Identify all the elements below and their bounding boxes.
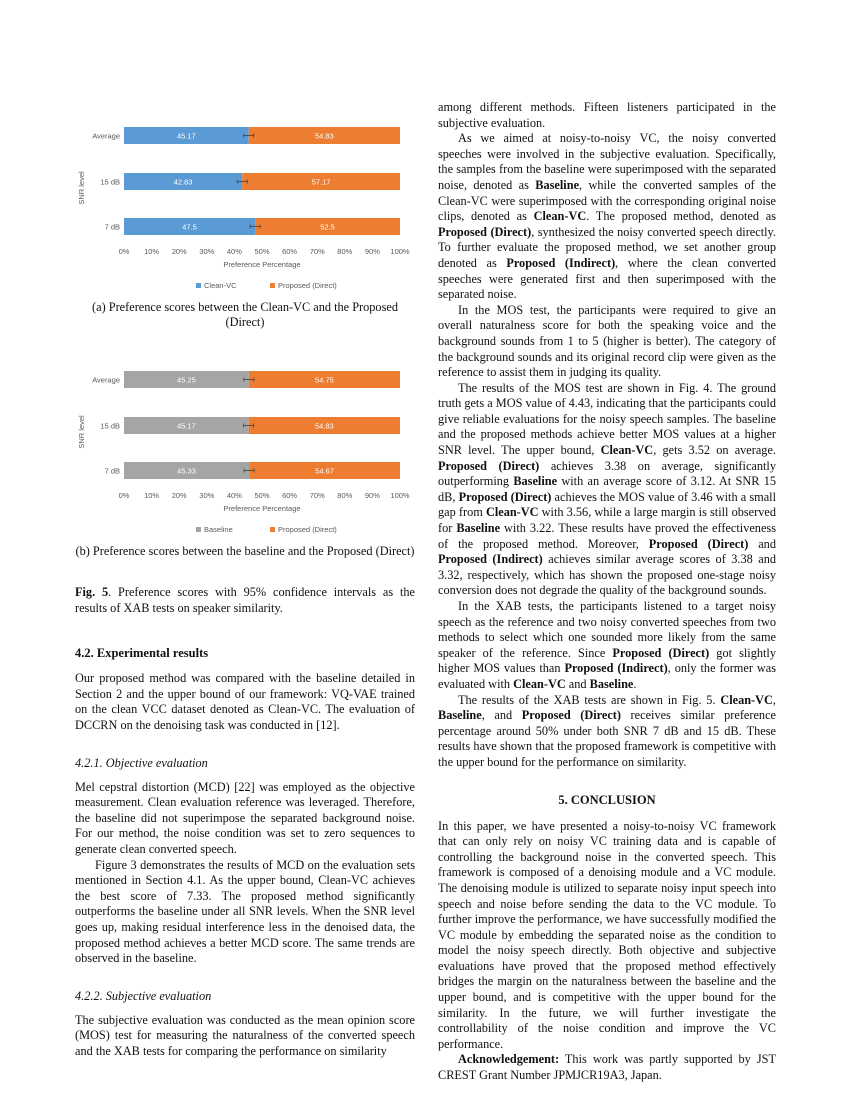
- chart-b-x-tick-label: 20%: [171, 491, 187, 500]
- chart-a-x-tick-label: 50%: [254, 247, 270, 256]
- chart-a-x-tick-label: 80%: [337, 247, 353, 256]
- chart-a-x-tick-label: 30%: [199, 247, 215, 256]
- chart-a-x-tick-label: 90%: [364, 247, 380, 256]
- chart-a-x-tick-label: 0%: [118, 247, 130, 256]
- subsection-4-2-1-heading: 4.2.1. Objective evaluation: [75, 755, 208, 770]
- acknowledgement: Acknowledgement: This work was partly supported by JST CREST Grant Number JPMJCR19A3, Japan.: [438, 1052, 776, 1083]
- chart-a: [75, 100, 415, 298]
- right-paragraph-3: In the MOS test, the participants were required to give an overall naturalness score for both the speaking voice and the background sounds from 1 to 5 (higher is better). The category of the background sounds and its original record clip were given as the reference to assist them in judging its quality.: [438, 302, 776, 380]
- chart-b-category-label: 15 dB: [100, 421, 120, 431]
- figure-5-label: Fig. 5: [75, 585, 109, 599]
- chart-a-x-tick-label: 100%: [390, 247, 410, 256]
- chart-a-category-label: 7 dB: [104, 222, 120, 232]
- figure-5b: [75, 344, 415, 559]
- chart-b-x-axis-label: Preference Percentage: [223, 504, 301, 513]
- chart-b-x-tick-label: 70%: [309, 491, 325, 500]
- chart-a-x-tick-label: 70%: [309, 247, 325, 256]
- chart-b-data-label: 45.25: [177, 375, 196, 385]
- subsection-4-2-2-heading: 4.2.2. Subjective evaluation: [75, 988, 212, 1003]
- conclusion-heading: 5. CONCLUSION: [558, 792, 656, 807]
- chart-a-legend-label: Clean-VC: [204, 281, 237, 290]
- sec42-paragraph-4: The subjective evaluation was conducted as the mean opinion score (MOS) test for measuring the naturalness of the converted speech and the XAB tests for comparing the performance on similarity: [75, 1012, 415, 1058]
- chart-a-legend-label: Proposed (Direct): [278, 281, 337, 290]
- chart-a-data-label: 57.17: [311, 177, 331, 187]
- right-column: [438, 100, 776, 1084]
- chart-a-x-tick-label: 20%: [171, 247, 187, 256]
- conclusion-paragraph: In this paper, we have presented a noisy-to-noisy VC framework that can only rely on noisy VC training data and is capable of controlling the background noise in the converted speech. This framework is composed of a denoising module and a VC module. The denoising module is utilized to separate noisy input speech into speech and noise before sending the data to the VC module. To further improve the performance, we have successfully modified the VC module by embedding the separated noise as the condition to model the noisy speech directly. Both objective and subjective evaluations have proved that the proposed method effectively bridges the margin on the naturalness between the baseline and the upper bound, and is competitive with the upper bound for the similarity. In the future, we will further investigate the controllability of the noise condition and improve the VC performance.: [438, 818, 776, 1051]
- chart-b-data-label: 54.83: [314, 421, 334, 431]
- chart-b-x-tick-label: 0%: [118, 491, 130, 500]
- chart-b-legend-swatch: [196, 527, 201, 532]
- right-paragraph-6: The results of the XAB tests are shown in Fig. 5. Clean-VC, Baseline, and Proposed (Direct) receives similar preference percentage around 50% under both SNR 7 dB and 15 dB. These results have shown that the proposed framework is competitive with the upper bound for the performance on similarity.: [438, 692, 776, 769]
- chart-b-category-label: 7 dB: [104, 466, 120, 476]
- chart-b-x-tick-label: 90%: [364, 491, 380, 500]
- chart-a-data-label: 52.5: [320, 222, 335, 232]
- chart-a-data-label: 54.83: [314, 131, 334, 141]
- chart-b-data-label: 45.33: [177, 466, 196, 476]
- chart-b-x-tick-label: 50%: [254, 491, 270, 500]
- chart-a-data-label: 45.17: [176, 131, 196, 141]
- chart-a-data-label: 47.5: [182, 222, 197, 232]
- chart-b-x-tick-label: 100%: [390, 491, 410, 500]
- chart-b-data-label: 54.75: [315, 375, 334, 385]
- chart-a-y-axis-label: SNR level: [77, 171, 86, 205]
- chart-a-x-axis-label: Preference Percentage: [223, 260, 301, 269]
- right-paragraph-1: among different methods. Fifteen listeners participated in the subjective evaluation.: [438, 100, 776, 130]
- chart-a-legend-swatch: [270, 283, 275, 288]
- chart-a-x-tick-label: 10%: [144, 247, 160, 256]
- chart-b-legend-label: Baseline: [204, 525, 233, 534]
- figure-5a-caption: (a) Preference scores between the Clean-VC and the Proposed (Direct): [92, 300, 398, 329]
- sec42-paragraph-2: Mel cepstral distortion (MCD) [22] was employed as the objective measurement. Clean evaluation reference was leveraged. Therefore, the baseline did not superimpose the separated background noise. For our method, the noise condition was set to zero sequences to generate clean converted speech.: [75, 779, 415, 856]
- chart-b-data-label: 54.67: [315, 466, 334, 476]
- chart-b-legend-swatch: [270, 527, 275, 532]
- chart-b-category-label: Average: [92, 375, 120, 385]
- right-paragraph-4: The results of the MOS test are shown in Fig. 4. The ground truth gets a MOS value of 4.43, indicating that the participants could give reliable evaluations for the noisy speech samples. The baseline and the proposed methods achieve better MOS values at a higher SNR level. The upper bound, Clean-VC, gets 3.52 on average. Proposed (Direct) achieves 3.38 on average, significantly outperforming Baseline with an average score of 3.12. At SNR 15 dB, Proposed (Direct) achieves the MOS value of 3.46 with a small gap from Clean-VC with 3.56, while a large margin is still observed for Baseline with 3.22. These results have proved the effectiveness of the proposed method. Moreover, Proposed (Direct) and Proposed (Indirect) achieves similar average scores of 3.38 and 3.32, respectively, which has shown the proposed one-stage noisy conversion does not degrade the quality of the background sounds.: [438, 380, 777, 598]
- chart-b-x-tick-label: 60%: [282, 491, 298, 500]
- sec42-paragraph-1: Our proposed method was compared with the baseline detailed in Section 2 and the upper bound of our framework: VQ-VAE trained on the clean VCC dataset denoted as Clean-VC. The evaluation of DCCRN on the denoising task was conducted in [12].: [75, 671, 415, 732]
- chart-b-data-label: 45.17: [176, 421, 196, 431]
- figure-5-caption: [75, 585, 415, 616]
- right-paragraph-5: In the XAB tests, the participants listened to a target noisy speech as the reference and two noisy converted speeches from two methods to select which one sounded more likely from the same speaker of the reference. Since Proposed (Direct) got slightly higher MOS values than Proposed (Indirect), only the former was evaluated with Clean-VC and Baseline.: [438, 599, 776, 691]
- chart-a-category-label: 15 dB: [100, 177, 120, 187]
- chart-a-data-label: 42.83: [173, 177, 193, 187]
- chart-b-y-axis-label: SNR level: [77, 415, 86, 449]
- chart-a-category-label: Average: [92, 131, 120, 141]
- chart-b: [75, 344, 415, 542]
- figure-5a: [75, 100, 415, 330]
- right-paragraph-2: As we aimed at noisy-to-noisy VC, the noisy converted speeches were involved in the subjective evaluation. Specifically, the samples from the baseline were superimposed with the separated noise, denoted as Baseline, while the converted samples of the Clean-VC were superimposed with the corresponding original noise clips, denoted as Clean-VC. The proposed method, denoted as Proposed (Direct), synthesized the noisy converted speech directly. To further evaluate the proposed method, we set another group denoted as Proposed (Indirect), where the clean converted speeches were generated first and then superimposed with the separated noise.: [438, 131, 776, 302]
- figure-5-caption-text: . Preference scores with 95% confidence intervals as the results of XAB tests on speaker similarity.: [75, 585, 415, 615]
- chart-a-x-tick-label: 40%: [226, 247, 242, 256]
- section-4-2-heading: 4.2. Experimental results: [75, 646, 209, 661]
- left-column: [75, 100, 415, 1059]
- figure-5b-caption: (b) Preference scores between the baseline and the Proposed (Direct): [75, 544, 415, 558]
- chart-b-x-tick-label: 30%: [199, 491, 215, 500]
- chart-b-x-tick-label: 80%: [337, 491, 353, 500]
- sec42-paragraph-3: Figure 3 demonstrates the results of MCD on the evaluation sets mentioned in Section 4.1. As the upper bound, Clean-VC achieves the best score of 7.33. The proposed method significantly outperforms the baseline under all SNR levels. When the SNR level goes up, making residual interference less in the denoised data, the proposed method achieves a better MCD score. The same trends are observed in the baseline.: [75, 857, 415, 966]
- chart-a-legend-swatch: [196, 283, 201, 288]
- chart-b-legend-label: Proposed (Direct): [278, 525, 337, 534]
- chart-b-x-tick-label: 40%: [226, 491, 242, 500]
- chart-b-x-tick-label: 10%: [144, 491, 160, 500]
- chart-a-x-tick-label: 60%: [282, 247, 298, 256]
